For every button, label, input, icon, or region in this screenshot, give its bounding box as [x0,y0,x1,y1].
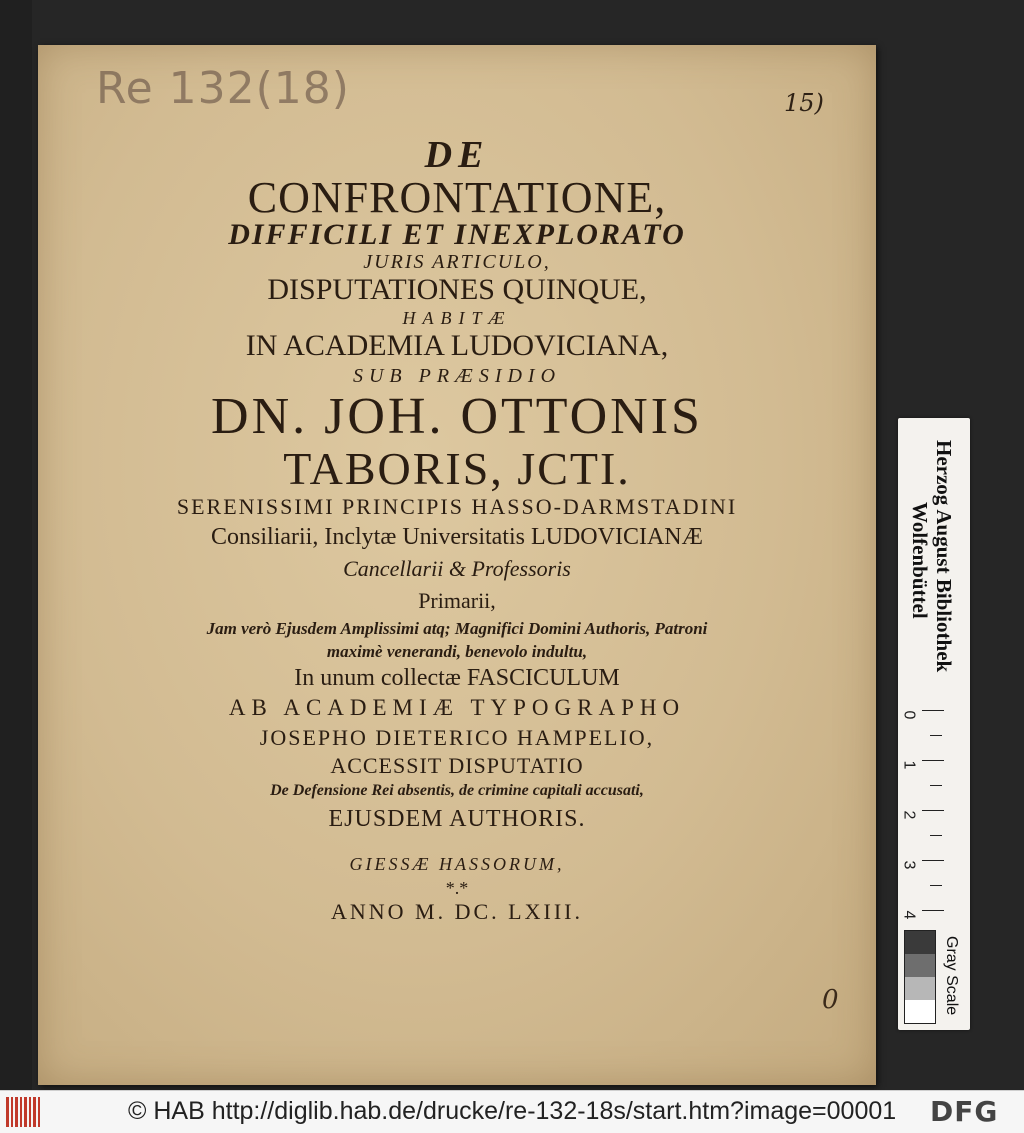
shelfmark-handwritten: Re 132(18) [96,63,350,114]
gray-patch [905,954,935,977]
ruler-tick [930,785,942,786]
asterism-ornament: *.* [445,878,469,898]
ruler-digit: 3 [900,860,918,870]
ruler-digit: 2 [900,810,918,820]
title-block [38,133,876,927]
page-number: 15) [784,89,824,117]
backdrop-edge [0,0,32,1090]
title-line: Jam verò Ejusdem Amplissimi atq; Magnifici Domini Authoris, Patroni [206,619,708,638]
ruler-tick [922,760,944,761]
title-line: JOSEPHO DIETERICO HAMPELIO, [259,725,655,750]
dfg-logo: DFG [930,1095,999,1128]
gray-scale-patches [904,930,936,1024]
title-main: CONFRONTATIONE, [247,173,667,222]
ruler-tick [930,885,942,886]
title-line: IN ACADEMIA LUDOVICIANA, [245,329,669,362]
ruler-tick [922,810,944,811]
ruler-tick [930,835,942,836]
cm-ruler [900,710,944,922]
ruler-tick [930,735,942,736]
ruler-tick [922,910,944,911]
title-line: JURIS ARTICULO, [363,251,551,273]
imprint-place: GIESSÆ HASSORUM, [349,854,565,874]
title-line: Primarii, [418,588,496,613]
viewer-footer [0,1090,1024,1133]
gray-scale-label: Gray Scale [943,936,960,1016]
color-scale-card [898,418,970,1030]
imprint-year: ANNO M. DC. LXIII. [331,899,583,924]
gray-patch [905,977,935,1000]
title-line: De Defensione Rei absentis, de crimine capitali accusati, [270,782,644,799]
title-line: HABITÆ [402,308,512,328]
title-line: AB ACADEMIÆ TYPOGRAPHO [228,695,686,720]
signature-mark: 0 [822,985,839,1015]
author-name: TABORIS, JCTI. [283,443,631,494]
gray-patch [905,1000,935,1023]
title-line: DISPUTATIONES QUINQUE, [267,273,647,306]
title-line: EJUSDEM AUTHORIS. [328,806,586,832]
title-line: In unum collectæ FASCICULUM [294,665,620,691]
title-line: Consiliarii, Inclytæ Universitatis LUDOVICIANÆ [211,524,703,550]
author-name: DN. JOH. OTTONIS [211,388,703,445]
title-line: SERENISSIMI PRINCIPIS HASSO-DARMSTADINI [176,494,738,519]
library-city: Wolfenbüttel [908,502,932,619]
gray-patch [905,931,935,954]
title-page [38,45,876,1085]
title-line: DE [424,134,490,176]
barcode-icon [6,1097,46,1127]
ruler-digit: 1 [900,760,918,770]
ruler-digit: 4 [900,910,918,920]
title-line: DIFFICILI ET INEXPLORATO [228,218,686,251]
title-line: ACCESSIT DISPUTATIO [330,753,584,778]
library-name: Herzog August Bibliothek [932,440,956,673]
ruler-tick [922,860,944,861]
title-line: SUB PRÆSIDIO [352,365,562,387]
ruler-digit: 0 [900,710,918,720]
copyright-url[interactable]: © HAB http://diglib.hab.de/drucke/re-132-18s/start.htm?image=00001 [128,1097,897,1125]
ruler-tick [922,710,944,711]
title-line: Cancellarii & Professoris [343,556,571,581]
title-line: maximè venerandi, benevolo indultu, [326,642,588,661]
